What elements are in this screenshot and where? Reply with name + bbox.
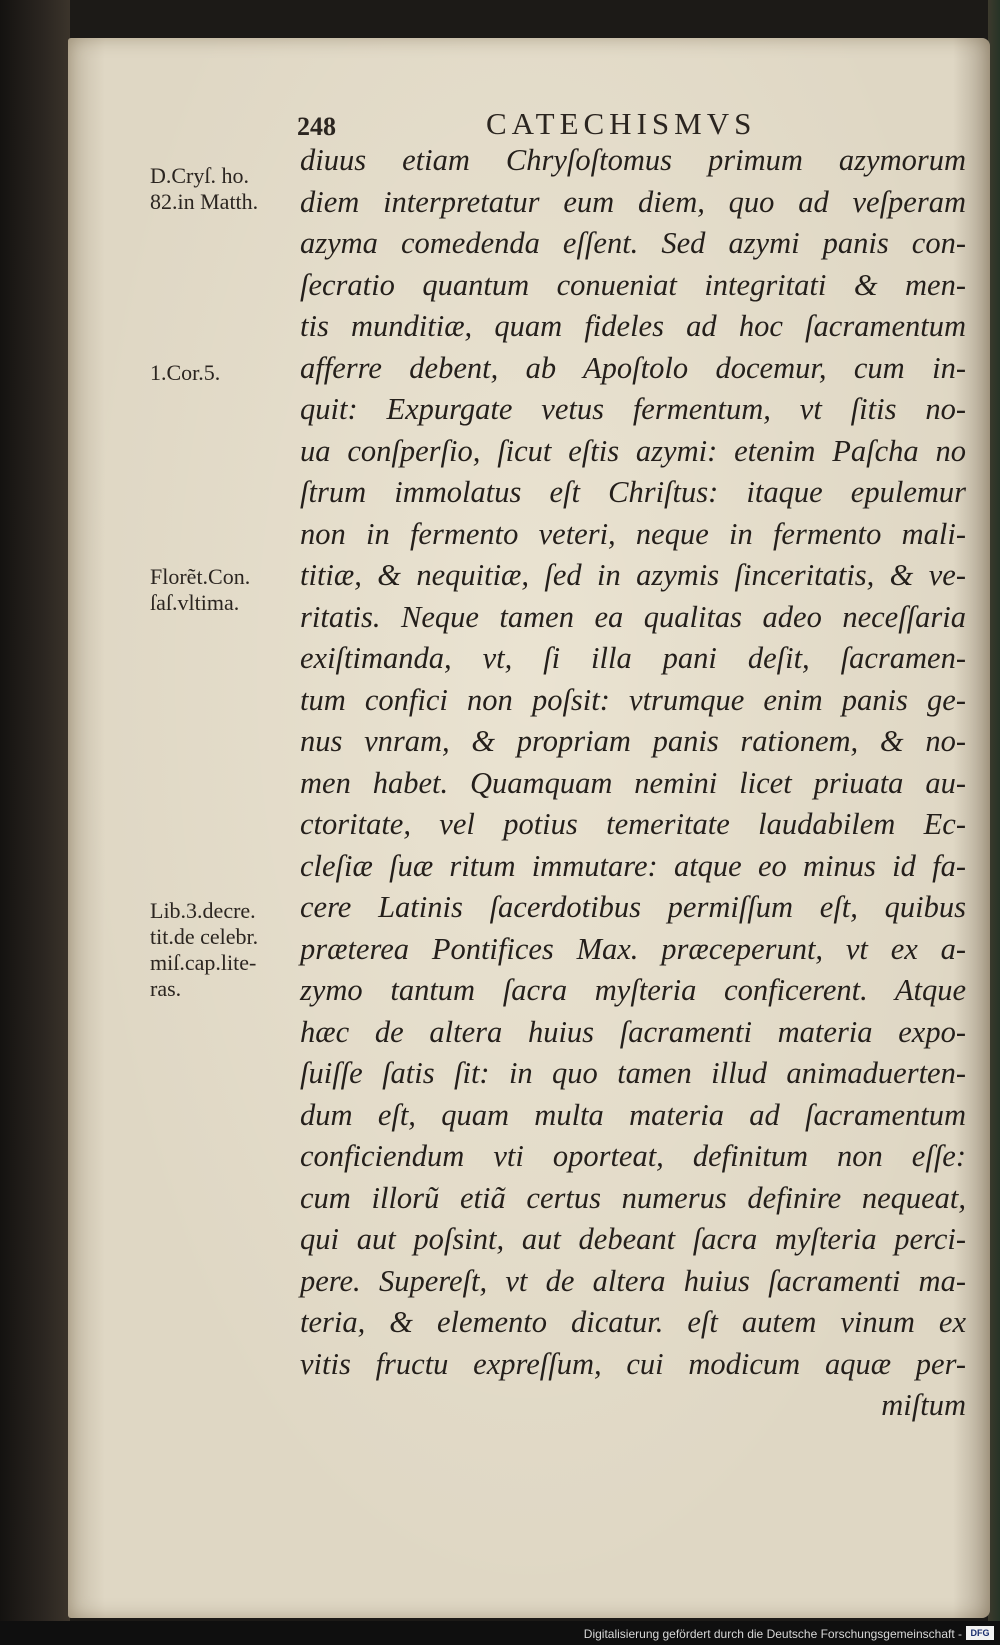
margin-note: [150, 564, 250, 616]
text-line: hæc de altera huius ſacramenti materia expo-: [300, 1014, 966, 1049]
text-line: ſuiſſe ſatis ſit: in quo tamen illud animaduerten-: [300, 1056, 966, 1090]
text-line: diuus etiam Chryſoſtomus primum azymorum: [300, 143, 966, 177]
margin-note-line: Florẽt.Con.: [150, 564, 251, 589]
text-line: ua conſperſio, ſicut eſtis azymi: etenim Paſcha no: [300, 433, 966, 468]
text-line: exiſtimanda, vt, ſi illa pani deſit, ſacramen-: [300, 641, 966, 675]
margin-note-line: ſaſ.vltima.: [150, 590, 240, 615]
running-head: CATECHISMVS: [486, 106, 757, 141]
margin-note-line: D.Cryſ. ho.: [150, 163, 249, 188]
text-line: zymo tantum ſacra myſteria conficerent. Atque: [300, 973, 966, 1007]
text-line: vitis fructu expreſſum, cui modicum aquæ per-: [300, 1346, 966, 1381]
text-line: azyma comedenda eſſent. Sed azymi panis con-: [300, 226, 966, 260]
margin-note: [150, 163, 258, 215]
text-line: ritatis. Neque tamen ea qualitas adeo neceſſaria: [300, 599, 966, 634]
margin-note-line: tit.de celebr.: [150, 924, 259, 949]
body-text: [300, 140, 966, 1427]
book-binding-left: [0, 0, 70, 1645]
text-line: cleſiæ ſuæ ritum immutare: atque eo minus id fa-: [300, 848, 966, 883]
margin-note-line: Lib.3.decre.: [150, 898, 256, 923]
text-line: qui aut poſsint, aut debeant ſacra myſteria perci-: [300, 1222, 966, 1256]
text-line: non in fermento veteri, neque in fermento mali-: [300, 516, 966, 551]
margin-note-line: ras.: [150, 976, 182, 1001]
text-line: quit: Expurgate vetus fermentum, vt ſitis no-: [300, 392, 966, 426]
text-line: afferre debent, ab Apoſtolo docemur, cum in-: [300, 350, 966, 385]
margin-note: [150, 360, 220, 386]
text-line: præterea Pontifices Max. præceperunt, vt ex a-: [300, 931, 966, 966]
margin-note-line: 82.in Matth.: [150, 189, 259, 214]
text-line: diem interpretatur eum diem, quo ad veſperam: [300, 184, 966, 219]
margin-note: [150, 898, 258, 1002]
text-line: dum eſt, quam multa materia ad ſacramentum: [300, 1097, 966, 1132]
margin-note-line: miſ.cap.lite-: [150, 950, 257, 975]
text-line: cere Latinis ſacerdotibus permiſſum eſt, quibus: [300, 890, 966, 924]
text-line: pere. Supereſt, vt de altera huius ſacramenti ma-: [300, 1263, 966, 1298]
catchword: miſtum: [881, 1388, 966, 1422]
text-line: men habet. Quamquam nemini licet priuata au-: [300, 765, 966, 800]
text-line: ſtrum immolatus eſt Chriſtus: itaque epulemur: [300, 475, 966, 509]
text-line: titiæ, & nequitiæ, ſed in azymis ſinceritatis, & ve-: [300, 558, 966, 592]
dfg-logo: DFG: [966, 1626, 994, 1640]
page-number: 248: [297, 112, 336, 141]
text-line: tum confici non poſsit: vtrumque enim panis ge-: [300, 682, 966, 717]
text-line: teria, & elemento dicatur. eſt autem vinum ex: [300, 1305, 966, 1339]
text-line: tis munditiæ, quam fideles ad hoc ſacramentum: [300, 309, 966, 343]
text-line: conficiendum vti oporteat, definitum non eſſe:: [300, 1139, 966, 1173]
text-line: cum illorũ etiã certus numerus definire nequeat,: [300, 1180, 966, 1215]
text-line: nus vnram, & propriam panis rationem, & no-: [300, 724, 966, 758]
text-line: ſecratio quantum conueniat integritati & men-: [300, 267, 966, 302]
margin-note-line: 1.Cor.5.: [150, 360, 221, 385]
footer-credit: Digitalisierung gefördert durch die Deutsche Forschungsgemeinschaft -: [583, 1627, 962, 1641]
text-line: ctoritate, vel potius temeritate laudabilem Ec-: [300, 807, 966, 841]
